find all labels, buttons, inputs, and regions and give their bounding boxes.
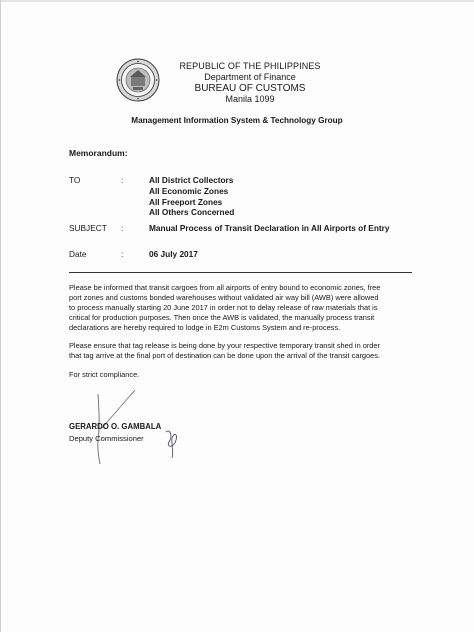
recipient: All District Collectors (149, 175, 234, 185)
body-paragraph-1 (69, 283, 419, 333)
body-line: port zones and customs bonded warehouses without validated air way bill (AWB) were allowed (69, 293, 379, 302)
body-paragraph-2 (69, 341, 419, 361)
body-line: critical for production purposes. Then once the AWB is validated, the manually process transit (69, 313, 375, 322)
to-colon: : (121, 175, 124, 185)
letterhead-bureau: BUREAU OF CUSTOMS (194, 83, 306, 94)
signatory-title: Deputy Commissioner (69, 434, 144, 443)
to-label: TO (69, 175, 81, 185)
date-label: Date (69, 249, 87, 259)
recipient: All Economic Zones (149, 185, 229, 196)
memorandum-label: Memorandum: (69, 148, 128, 158)
letterhead-city: Manila 1099 (225, 94, 275, 104)
signatory-name: GERARDO O. GAMBALA (69, 422, 162, 431)
recipient: All Freeport Zones (149, 196, 223, 207)
body-line: Please be informed that transit cargoes from all airports of entry bound to economic zones, free (69, 283, 381, 292)
date-value: 06 July 2017 (149, 249, 198, 259)
body-line: to process manually starting 20 June 2017 in order not to delay release of raw materials that is (69, 303, 378, 312)
subject-value: Manual Process of Transit Declaration in All Airports of Entry (149, 223, 390, 233)
bureau-of-customs-seal-icon (116, 58, 160, 102)
closing-line: For strict compliance. (69, 370, 140, 379)
body-line: declarations are hereby required to lodge in E2m Customs System and re-process. (69, 323, 341, 332)
divider (69, 272, 412, 273)
recipient: All Others Concerned (149, 207, 235, 218)
letterhead (170, 61, 330, 105)
recipient-list (149, 175, 234, 218)
body-line: that tag arrive at the final port of destination can be done upon the arrival of the transit cargoes. (69, 351, 381, 360)
scan-top-edge (0, 0, 474, 2)
date-colon: : (121, 249, 124, 259)
scan-left-edge (0, 0, 1, 632)
subject-colon: : (121, 223, 124, 233)
body-line: Please ensure that tag release is being done by your respective temporary transit shed in order (69, 341, 380, 350)
letterhead-country: REPUBLIC OF THE PHILIPPINES (179, 61, 321, 71)
issuing-group: Management Information System & Technology Group (131, 116, 343, 125)
subject-label: SUBJECT (69, 223, 107, 233)
letterhead-department: Department of Finance (204, 72, 296, 82)
